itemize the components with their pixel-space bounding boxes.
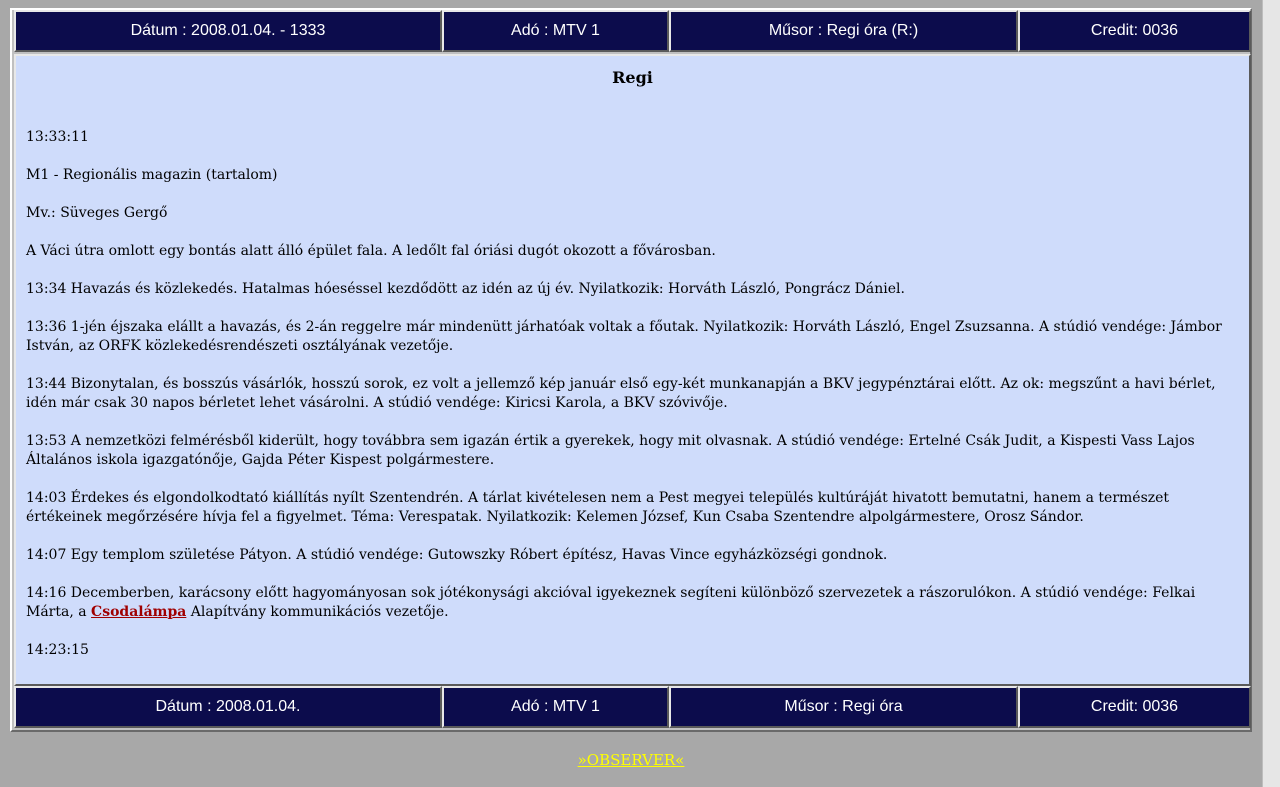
list-item: 13:44 Bizonytalan, és bosszús vásárlók, hosszú sorok, ez volt a jellemző kép január első egy-két munkanapján a BKV jegypénztárai előtt. Az ok: megszűnt a havi bérlet, idén már csak 30 napos bérletet lehet vásárolni. A stúdió vendége: Kiricsi Karola, a BKV szóvivője. (26, 376, 1216, 411)
host-line: Mv.: Süveges Gergő (26, 205, 168, 221)
footer-credit: Credit: 0036 (1018, 686, 1251, 728)
list-item: 13:34 Havazás és közlekedés. Hatalmas hóeséssel kezdődött az idén az új év. Nyilatkozik: Horváth László, Pongrácz Dániel. (26, 281, 905, 297)
list-item: 14:07 Egy templom születése Pátyon. A stúdió vendége: Gutowszky Róbert építész, Havas Vince egyházközségi gondnok. (26, 547, 888, 563)
footer-station: Adó : MTV 1 (442, 686, 669, 728)
list-item: 13:53 A nemzetközi felmérésből kiderült, hogy továbbra sem igazán értik a gyerekek, hogy mit olvasnak. A stúdió vendége: Ertelné Csák Judit, a Kispesti Vass Lajos Általános iskola igazgatónője, Gajda Péter Kispest polgármestere. (26, 433, 1195, 468)
header-credit: Credit: 0036 (1018, 10, 1251, 52)
program-line: M1 - Regionális magazin (tartalom) (26, 167, 278, 183)
page-title: Regi (612, 68, 653, 87)
csodalampa-link[interactable]: Csodalámpa (91, 604, 187, 620)
header-program: Műsor : Regi óra (R:) (669, 10, 1018, 52)
header-top (14, 10, 1251, 52)
footer-date: Dátum : 2008.01.04. (14, 686, 442, 728)
last-item-text-before: 14:16 Decemberben, karácsony előtt hagyományosan sok jótékonysági akcióval igyekeznek segíteni különböző szervezetek a rászorulókon. A stúdió vendége: Felkai Márta, a (26, 585, 1196, 620)
vertical-scrollbar[interactable] (1262, 0, 1280, 787)
list-item-last (26, 584, 1239, 622)
observer-link[interactable]: »OBSERVER« (577, 751, 685, 769)
footer (0, 751, 1262, 769)
list-item: 13:36 1-jén éjszaka elállt a havazás, és 2-án reggelre már mindenütt járhatóak voltak a főutak. Nyilatkozik: Horváth László, Engel Zsuzsanna. A stúdió vendége: Jámbor István, az ORFK közlekedésrendészeti osztályának vezetője. (26, 319, 1222, 354)
content-panel (14, 54, 1251, 686)
header-bottom (14, 686, 1251, 728)
header-date: Dátum : 2008.01.04. - 1333 (14, 10, 442, 52)
intro-text: A Váci útra omlott egy bontás alatt álló épület fala. A ledőlt fal óriási dugót okozott a fővárosban. (26, 243, 716, 259)
start-time: 13:33:11 (26, 129, 89, 145)
header-station: Adó : MTV 1 (442, 10, 669, 52)
end-time: 14:23:15 (26, 642, 89, 658)
last-item-text-after: Alapítvány kommunikációs vezetője. (186, 604, 449, 620)
list-item: 14:03 Érdekes és elgondolkodtató kiállítás nyílt Szentendrén. A tárlat kivételesen nem a Pest megyei település kultúráját hivatott bemutatni, hanem a természet értékeinek megőrzésére hívja fel a figyelmet. Téma: Verespatak. Nyilatkozik: Kelemen József, Kun Csaba Szentendre alpolgármestere, Orosz Sándor. (26, 490, 1170, 525)
footer-program: Műsor : Regi óra (669, 686, 1018, 728)
